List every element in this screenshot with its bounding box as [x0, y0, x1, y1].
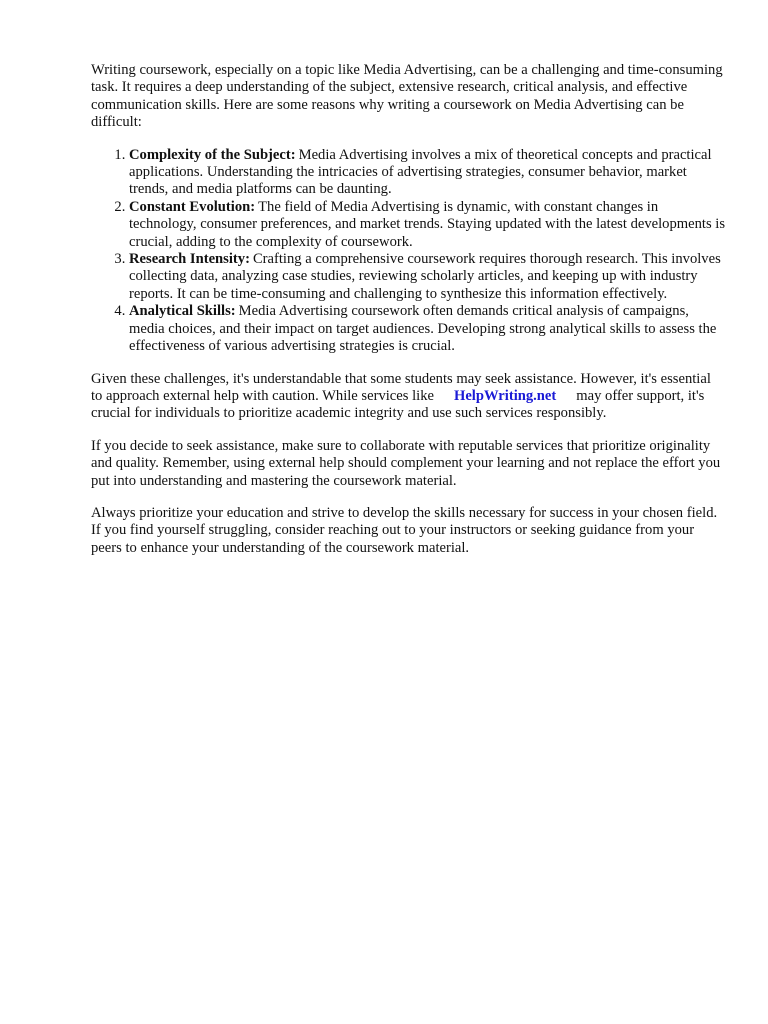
reason-term: Research Intensity: [129, 251, 250, 268]
reason-text: Crafting a comprehensive coursework requires thorough research. This involves collecting data, analyzing case studies, reviewing scholarly articles, and keeping up with industry reports. It can be time-consuming and challenging to synthesize this information effectively. [129, 251, 721, 302]
reputable-services-paragraph: If you decide to seek assistance, make sure to collaborate with reputable services that prioritize originality and quality. Remember, using external help should complement your learning and not replace the effort you put into understanding and mastering the coursework material. [91, 437, 721, 489]
reason-term: Complexity of the Subject: [129, 146, 296, 163]
reason-text: Media Advertising coursework often demands critical analysis of campaigns, media choices, and their impact on target audiences. Developing strong analytical skills to assess the effectiveness of various advertising strategies is crucial. [129, 303, 717, 355]
list-item [129, 303, 725, 355]
intro-paragraph: Writing coursework, especially on a topic like Media Advertising, can be a challenging and time-consuming task. It requires a deep understanding of the subject, extensive research, critical analysis, and effective communication skills. Here are some reasons why writing a coursework on Media Advertising can be difficult: [91, 62, 723, 131]
list-item [129, 147, 725, 199]
reason-term: Analytical Skills: [129, 303, 236, 320]
reason-text: Media Advertising involves a mix of theoretical concepts and practical applications. Understanding the intricacies of advertising strategies, consumer behavior, market trends, and media platforms can be daunting. [129, 146, 712, 198]
closing-paragraph: Always prioritize your education and strive to develop the skills necessary for success in your chosen field. If you find yourself struggling, consider reaching out to your instructors or seeking guidance from your peers to enhance your understanding of the coursework material. [91, 504, 718, 556]
list-item [129, 251, 725, 303]
assistance-text-before: Given these challenges, it's understandable that some students may seek assistance. However, it's essential to approach external help with caution. While services like [91, 370, 711, 404]
assistance-paragraph [91, 371, 725, 423]
list-item [129, 199, 725, 251]
reason-term: Constant Evolution: [129, 198, 256, 215]
helpwriting-link[interactable]: HelpWriting.net [453, 387, 557, 404]
reasons-list [91, 147, 725, 356]
reason-text: The field of Media Advertising is dynamic, with constant changes in technology, consumer preferences, and market trends. Staying updated with the latest developments is crucial, adding to the complexity of coursework. [129, 198, 726, 250]
document-page [91, 62, 725, 572]
assistance-text-after: may offer support, it's crucial for individuals to prioritize academic integrity and use such services responsibly. [91, 387, 705, 422]
